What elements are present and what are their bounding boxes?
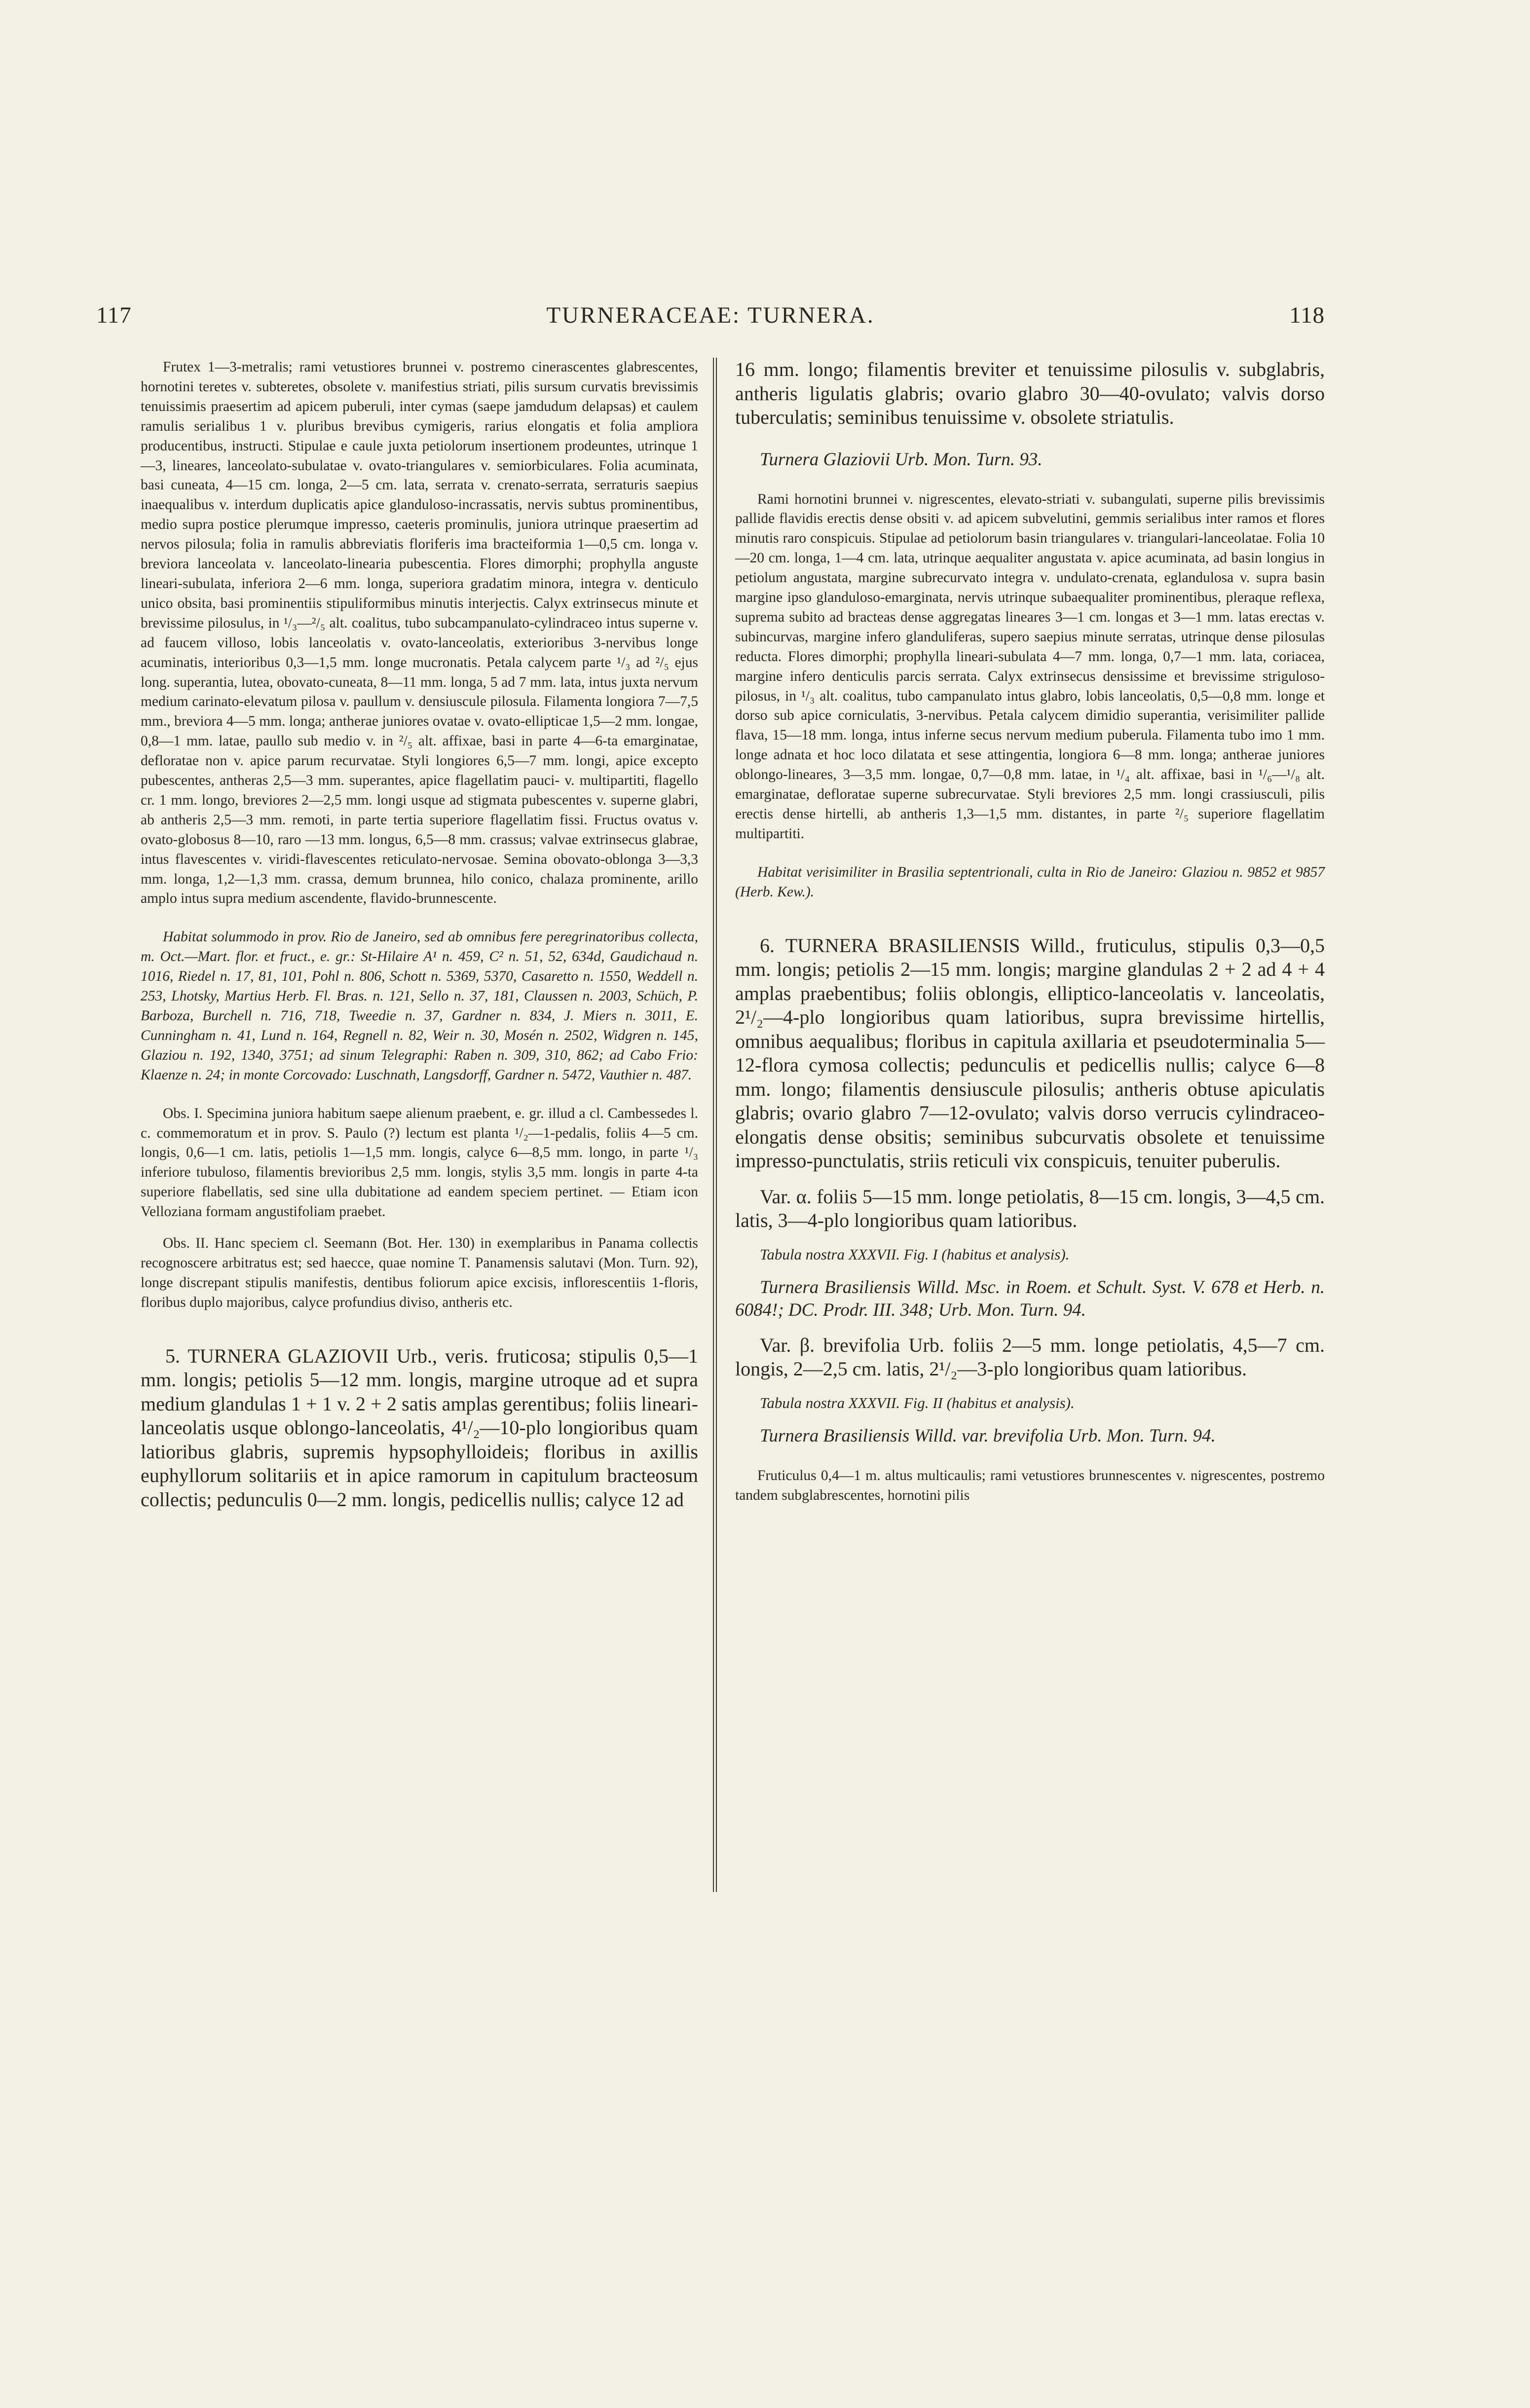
description-glaziovii: Rami hornotini brunnei v. nigrescentes, elevato-striati v. subangulati, superne pilis brevissimis pallide flavidis erectis dense obsiti v. ad apicem subvelutini, gemmis serialibus inter ramos et flores minutis raro conspicuis. Stipulae ad petiolorum basin triangulares v. triangulari-lanceolatae. Folia 10—20 cm. longa, 1—4 cm. lata, utrinque aequaliter angustata v. apice acuminata, ad basin longius in petiolum angustata, margine subrecurvato integra v. undulato-crenata, eglandulosa v. supra basin margine ipso glanduloso-emarginata, nervis utrinque subaequaliter prominentibus, pleraque reflexa, suprema subito ad bracteas dense aggregatas lineares 3—1 cm. longas et 3—1 mm. latas erectas v. subincurvas, margine infero glanduliferas, supero saepius minute serratas, utrinque dense pilosulas reducta. Flores dimorphi; prophylla lineari-subulata 4—7 mm. longa, 0,7—1 mm. lata, coriacea, margine infero denticulis parcis serrata. Calyx extrinsecus densissime et brevissime striguloso-pilosus, in ¹/₃ alt. coalitus, tubo campanulato intus glabro, lobis lanceolatis, 0,5—0,8 mm. longe et dorso sub apice corniculatis, 3-nervibus. Petala calycem dimidio superantia, verisimiliter pallide flava, 15—18 mm. longa, intus inferne secus nervum medium puberula. Filamenta tubo imo 1 mm. longe adnata et hoc loco dilatata et sese attingentia, longiora 6—8 mm. longa; antherae juniores oblongo-lineares, 3—3,5 mm. longae, 0,7—0,8 mm. latae, in ¹/₄ alt. affixae, basi in ¹/₆—¹/₈ alt. emarginatae, defloratae superne subrecurvatae. Styli breviores 2,5 mm. longi crassiusculi, pilis erectis dense hirtelli, ab antheris 1,3—1,5 mm. distantes, in parte ²/₅ superiore flagellatim multipartiti. (735, 491, 1325, 842)
left-column (141, 358, 698, 1512)
page-number-left: 117 (96, 302, 132, 328)
reference-beta: Turnera Brasiliensis Willd. var. brevifolia Urb. Mon. Turn. 94. (760, 1425, 1216, 1446)
habitat-paragraph: Habitat solummodo in prov. Rio de Janeiro, sed ab omnibus fere peregrinatoribus collecta, m. Oct.—Mart. flor. et fruct., e. gr.: St-Hilaire A¹ n. 459, C² n. 51, 52, 634d, Gaudichaud n. 1016, Riedel n. 17, 81, 101, Pohl n. 806, Schott n. 5369, 5370, Casaretto n. 1550, Weddell n. 253, Lhotsky, Martius Herb. Fl. Bras. n. 121, Sello n. 37, 181, Claussen n. 2003, Schüch, P. Barboza, Burchell n. 716, 718, Tweedie n. 37, Gardner n. 834, J. Miers n. 3011, E. Cunningham n. 41, Lund n. 164, Regnell n. 82, Weir n. 30, Mosén n. 2502, Widgren n. 145, Glaziou n. 192, 1340, 3751; ad sinum Telegraphi: Raben n. 309, 310, 862; ad Cabo Frio: Klaenze n. 24; in monte Corcovado: Luschnath, Langsdorff, Gardner n. 5472, Vauthier n. 487. (141, 929, 698, 1083)
description-paragraph: Frutex 1—3-metralis; rami vetustiores brunnei v. postremo cinerascentes glabrescentes, hornotini teretes v. subteretes, obsolete v. manifestius striati, pilis sursum curvatis brevissimis tenuissimis praesertim ad apicem puberuli, inter cymas (saepe jamdudum delapsas) et caulem ramulis serialibus 1 v. pluribus brevibus cymigeris, rarius elongatis et folia ampliora producentibus, instructi. Stipulae e caule juxta petiolorum insertionem prodeuntes, utrinque 1—3, lineares, lanceolato-subulatae v. ovato-triangulares v. semiorbiculares. Folia acuminata, basi cuneata, 4—15 cm. longa, 2—5 cm. lata, serrata v. crenato-serrata, serraturis saepius inaequalibus v. interdum duplicatis apice glanduloso-incrassatis, nervis subtus prominentibus, medio supra postice plerumque impresso, caeteris prominulis, juniora utrinque praesertim ad nervos pilosula; folia in ramulis abbreviatis floriferis ima bracteiformia 1—0,5 cm. longa v. breviora lanceolata v. lanceolato-linearia pubescentia. Flores dimorphi; prophylla anguste lineari-subulata, inferiora 2—6 mm. longa, superiora gradatim minora, integra v. denticulo unico obsita, basi prominentiis stipuliformibus minutis interjectis. Calyx extrinsecus minute et brevissime pilosulus, in ¹/₃—²/₅ alt. coalitus, tubo subcampanulato-cylindraceo intus superne v. ad faucem villoso, lobis lanceolatis v. ovato-lanceolatis, exterioribus 3-nervibus longe acuminatis, interioribus 0,3—1,5 mm. longe mucronatis. Petala calycem parte ¹/₃ ad ²/₅ ejus long. superantia, lutea, obovato-cuneata, 8—11 mm. longa, 5 ad 7 mm. lata, intus juxta nervum medium carinato-elevatum pilosa v. paullum v. densiuscule pilosula. Filamenta longiora 7—7,5 mm., breviora 4—5 mm. longa; antherae juniores ovatae v. ovato-ellipticae 1,5—2 mm. longae, 0,8—1 mm. latae, paullo sub medio v. in ²/₅ alt. affixae, basi in parte 4—6-ta emarginatae, defloratae non v. apice parum recurvatae. Styli longiores 6,5—7 mm. longi, apice excepto pubescentes, antheras 2,5—3 mm. superantes, apice flagellatim pauci- v. multipartiti, flagello cr. 1 mm. longo, breviores 2—2,5 mm. longi usque ad stigmata pubescentes v. superne glabri, ab antheris 2,5—3 mm. remoti, in parte tertia superiore flagellatim fissi. Fructus ovatus v. ovato-globosus 8—10, raro —13 mm. longus, 6,5—8 mm. crassus; valvae extrinsecus glabrae, intus flavescentes v. viridi-flavescentes reticulato-nervosae. Semina obovato-oblonga 3—3,3 mm. longa, 1,2—1,3 mm. crassa, demum brunnea, hilo conico, chalaza prominente, arillo amplo intus supra medium ascendente, flavido-brunnescente. (141, 359, 698, 907)
right-column (735, 358, 1325, 1505)
species-5-continuation: 16 mm. longo; filamentis breviter et tenuissime pilosulis v. subglabris, antheris ligulatis glabris; ovario glabro 30—40-ovulato; valvis dorso tuberculatis; seminibus tenuissime v. obsolete striatulis. (735, 358, 1325, 428)
description-fruticulus: Fruticulus 0,4—1 m. altus multicaulis; rami vetustiores brunnescentes v. nigrescentes, postremo tandem subglabrescentes, hornotini pilis (735, 1467, 1325, 1503)
page-number-right: 118 (1289, 302, 1325, 328)
plate-caption-2: Tabula nostra XXXVII. Fig. II (habitus et analysis). (760, 1394, 1075, 1411)
running-header (96, 302, 1325, 336)
variety-alpha: Var. α. foliis 5—15 mm. longe petiolatis, 8—15 cm. longis, 3—4,5 cm. latis, 3—4-plo longioribus quam latioribus. (735, 1185, 1325, 1232)
observation-1: Obs. I. Specimina juniora habitum saepe alienum praebent, e. gr. illud a cl. Cambessedes l. c. commemoratum et in prov. S. Paulo (?) lectum est planta ¹/₂—1-pedalis, foliis 4—5 cm. longis, 0,6—1 cm. latis, petiolis 1—1,5 mm. longis, calyce 6—8,5 mm. longo, in parte ¹/₃ inferiore tubuloso, filamentis brevioribus 2,5 mm. longis, stylis 3,5 mm. longis in parte 4-ta superiore flabellatis, sed sine ulla dubitatione ad eandem speciem pertinet. — Etiam icon Velloziana formam angustifoliam praebet. (141, 1105, 698, 1220)
variety-beta: Var. β. brevifolia Urb. foliis 2—5 mm. longe petiolatis, 4,5—7 cm. longis, 2—2,5 cm. latis, 2¹/₂—3-plo longioribus quam latioribus. (735, 1334, 1325, 1380)
species-5-heading: 5. TURNERA GLAZIOVII Urb., veris. fruticosa; stipulis 0,5—1 mm. longis; petiolis 5—12 mm. longis, margine utroque ad et supra medium glandulas 1 + 1 v. 2 + 2 satis amplas gerentibus; foliis lineari-lanceolatis usque oblongo-lanceolatis, 4¹/₂—10-plo longioribus quam latioribus glabris, supremis hypsophylloideis; floribus in axillis euphyllorum solitariis et in apice ramorum in capitulum bracteosum collectis; pedunculis 0—2 mm. longis, pedicellis nullis; calyce 12 ad (141, 1344, 698, 1511)
plate-caption-1: Tabula nostra XXXVII. Fig. I (habitus et analysis). (760, 1245, 1070, 1263)
observation-2: Obs. II. Hanc speciem cl. Seemann (Bot. Her. 130) in exemplaribus in Panama collectis recognoscere arbitratus est; sed haecce, quae nomine T. Panamensis salutavi (Mon. Turn. 92), longe discrepant stipulis manifestis, dentibus foliorum apice excisis, inflorescentiis 1-floris, floribus duplo majoribus, calyce profundius diviso, antheris etc. (141, 1235, 698, 1310)
reference-glaziovii: Turnera Glaziovii Urb. Mon. Turn. 93. (760, 449, 1043, 470)
habitat-glaziovii: Habitat verisimiliter in Brasilia septentrionali, culta in Rio de Janeiro: Glaziou n. 9852 et 9857 (Herb. Kew.). (735, 864, 1325, 900)
reference-alpha: Turnera Brasiliensis Willd. Msc. in Roem. et Schult. Syst. V. 678 et Herb. n. 6084!; DC. Prodr. III. 348; Urb. Mon. Turn. 94. (735, 1277, 1325, 1320)
running-title: TURNERACEAE: TURNERA. (546, 302, 875, 328)
species-6-heading: 6. TURNERA BRASILIENSIS Willd., fruticulus, stipulis 0,3—0,5 mm. longis; petiolis 2—15 mm. longis; margine glandulas 2 + 2 ad 4 + 4 amplas praebentibus; foliis oblongis, elliptico-lanceolatis v. lanceolatis, 2¹/₂—4-plo longioribus quam latioribus, supra brevissime hirtellis, omnibus aequalibus; floribus in capitula axillaria et pseudoterminalia 5—12-flora cymosa collectis; pedunculis et pedicellis nullis; calyce 6—8 mm. longo; filamentis densiuscule pilosulis; antheris obtuse apiculatis glabris; ovario glabro 7—12-ovulato; valvis dorso verrucis cylindraceo-elongatis dense obsitis; seminibus subcurvatis obsolete et tenuissime impresso-punctulatis, striis reticuli vix conspicuis, tenuiter puberulis. (735, 934, 1325, 1172)
column-divider (713, 358, 717, 1892)
